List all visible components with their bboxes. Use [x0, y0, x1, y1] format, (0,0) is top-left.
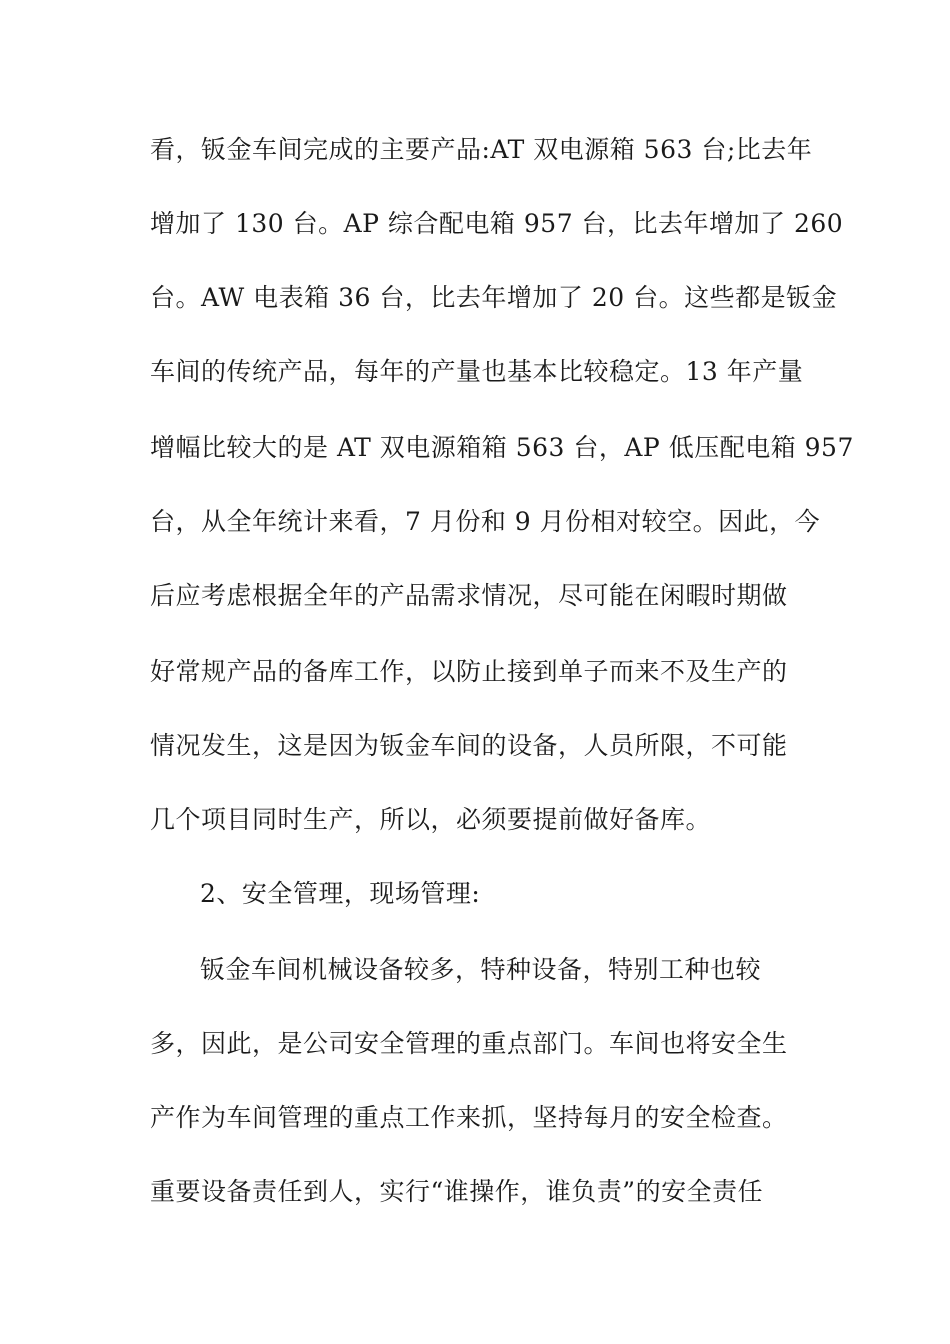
text-line: 增加了 130 台。AP 综合配电箱 957 台，比去年增加了 260: [150, 209, 844, 238]
text-line: 产作为车间管理的重点工作来抓，坚持每月的安全检查。: [150, 1103, 788, 1132]
text-line: 情况发生，这是因为钣金车间的设备，人员所限，不可能: [150, 731, 788, 760]
text-line: 车间的传统产品，每年的产量也基本比较稳定。13 年产量: [150, 357, 804, 386]
text-line: 台，从全年统计来看，7 月份和 9 月份相对较空。因此，今: [150, 507, 821, 536]
text-line: 几个项目同时生产，所以，必须要提前做好备库。: [150, 805, 712, 834]
text-line: 重要设备责任到人，实行“谁操作，谁负责”的安全责任: [150, 1177, 764, 1206]
text-line: 看，钣金车间完成的主要产品:AT 双电源箱 563 台;比去年: [150, 135, 813, 164]
paragraph-first-line: 钣金车间机械设备较多，特种设备，特别工种也较: [200, 955, 762, 984]
text-line: 增幅比较大的是 AT 双电源箱箱 563 台，AP 低压配电箱 957: [150, 433, 854, 462]
text-line: 台。AW 电表箱 36 台，比去年增加了 20 台。这些都是钣金: [150, 283, 838, 312]
text-line: 好常规产品的备库工作，以防止接到单子而来不及生产的: [150, 657, 788, 686]
section-heading: 2、安全管理，现场管理:: [200, 879, 481, 908]
text-line: 后应考虑根据全年的产品需求情况，尽可能在闲暇时期做: [150, 581, 788, 610]
text-line: 多，因此，是公司安全管理的重点部门。车间也将安全生: [150, 1029, 788, 1058]
